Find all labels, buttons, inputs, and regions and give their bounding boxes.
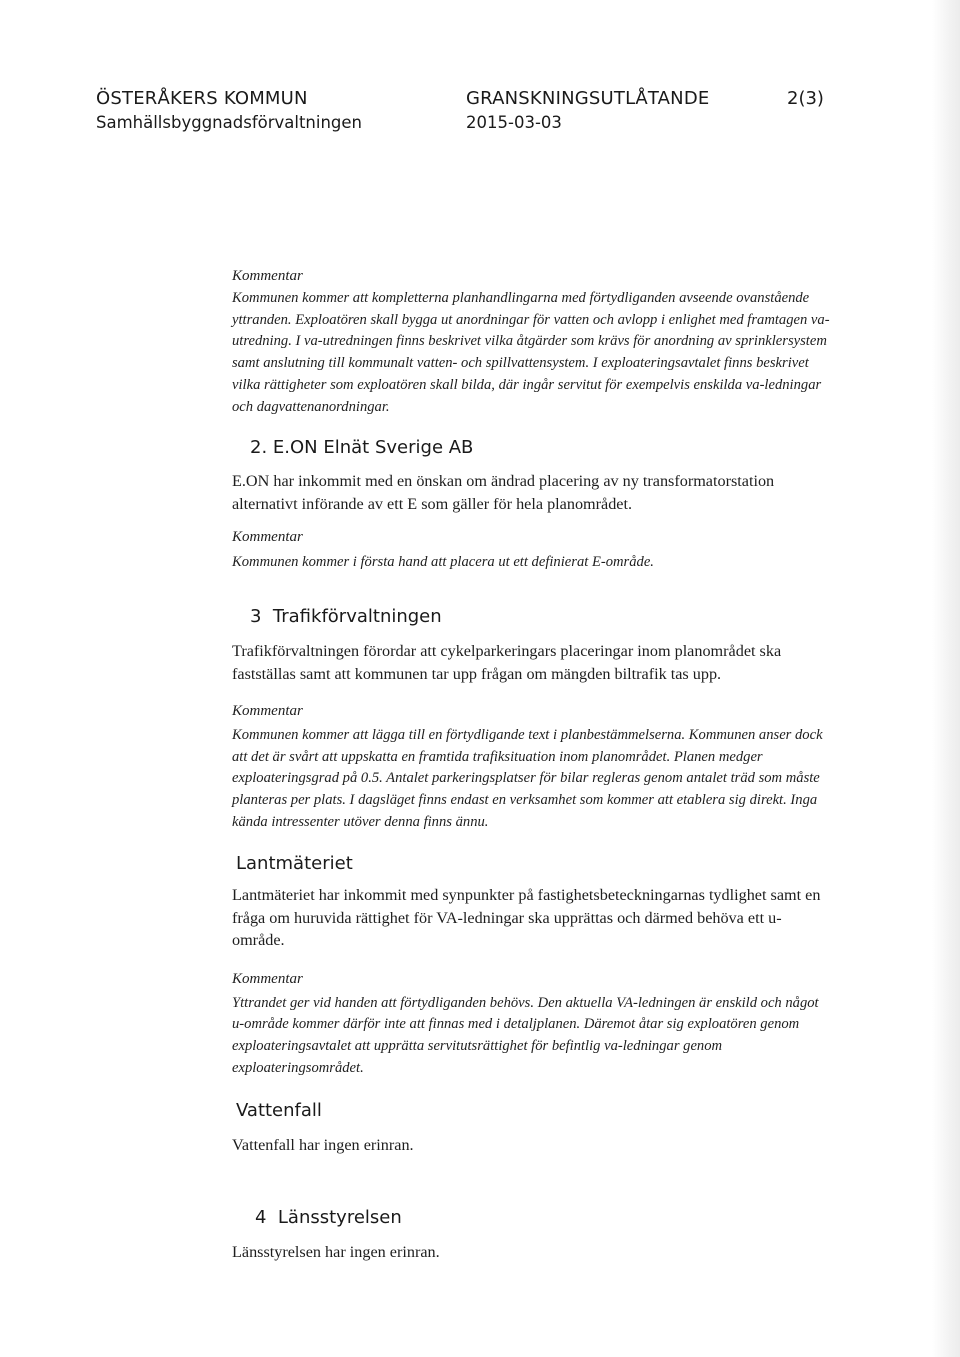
- section-number: 4: [255, 1207, 267, 1228]
- section-number: 3: [250, 606, 262, 627]
- comment-text: Kommunen kommer att kompletterna planhandlingarna med förtydliganden avseende ovanstående yttranden. Exploatören skall bygga ut anordningar för vatten och avlopp i enlighet med framtagen va-utredning. I va-utredningen finns beskrivet vilka åtgärder som krävs för anordning av sprinklersystem samt anslutning till kommunalt vatten- och spillvattensystem. I exploateringsavtalet finns beskrivet vilka rättigheter som exploatören skall bilda, där ingår servitut för exempelvis enskilda va-ledningar och dagvattenanordningar.: [232, 290, 830, 415]
- section-title: Trafikförvaltningen: [272, 606, 442, 627]
- header-document-type: GRANSKNINGSUTLÅTANDE: [466, 88, 710, 109]
- section-body: Trafikförvaltningen förordar att cykelparkeringars placeringar inom planområdet ska fastställas samt att kommunen tar upp frågan om mängden biltrafik tas upp.: [232, 642, 782, 683]
- section-number: 2.: [250, 437, 268, 458]
- comment-label: Kommentar: [232, 703, 303, 719]
- scan-edge-shadow: [932, 0, 960, 1357]
- comment-block-1: [232, 267, 832, 418]
- section-body: E.ON har inkommit med en önskan om ändrad placering av ny transformatorstation alternativt införande av ett E som gäller för hela planområdet.: [232, 472, 775, 513]
- section-body: Vattenfall har ingen erinran.: [232, 1136, 414, 1154]
- comment-text: Kommunen kommer att lägga till en förtydligande text i planbestämmelserna. Kommunen anser dock att det är svårt att uppskatta en framtida trafiksituation inom planområdet. Planen medger exploateringsgrad på 0.5. Antalet parkeringsplatser för bilar regleras genom antalet träd som måste planteras per plats. I dagsläget finns endast en verksamhet som kommer att etablera sig direkt. Inga kända intressenter utöver denna finns ännu.: [232, 727, 823, 830]
- header-organization: ÖSTERÅKERS KOMMUN: [96, 88, 308, 109]
- section-heading-lansstyrelsen: [255, 1207, 855, 1228]
- header-page-number: 2(3): [787, 88, 824, 109]
- section-lansstyrelsen-content: [232, 1241, 832, 1264]
- section-title: E.ON Elnät Sverige AB: [272, 437, 474, 458]
- header-department: Samhällsbyggnadsförvaltningen: [96, 113, 363, 132]
- comment-text: Yttrandet ger vid handen att förtydliganden behövs. Den aktuella VA-ledningen är enskild och något u-område kommer därför inte att finnas med i detaljplanen. Däremot åtar sig exploatören genom exploateringsavtalet att upprätta servitutsrättighet för befintlig va-ledningar genom exploateringsområdet.: [232, 994, 819, 1076]
- section-title: Länsstyrelsen: [277, 1207, 402, 1228]
- section-title: Lantmäteriet: [236, 853, 353, 874]
- section-heading-vattenfall: [236, 1100, 836, 1121]
- comment-text: Kommunen kommer i första hand att placera ut ett definierat E-område.: [232, 554, 654, 570]
- section-eon-content: [232, 470, 832, 574]
- comment-label: Kommentar: [232, 529, 303, 545]
- section-body: Lantmäteriet har inkommit med synpunkter på fastighetsbeteckningarnas tydlighet samt en fråga om huruvida rättighet för VA-ledningar ska upprättas och därmed behöva ett u-område.: [232, 886, 821, 949]
- section-heading-lantmateriet: [236, 853, 836, 874]
- section-body: Länsstyrelsen har ingen erinran.: [232, 1243, 440, 1261]
- section-vattenfall-content: [232, 1134, 832, 1157]
- comment-label: Kommentar: [232, 970, 303, 987]
- section-lantmateriet-content: [232, 884, 832, 1079]
- header-date: 2015-03-03: [466, 113, 562, 132]
- section-heading-trafik: [250, 606, 850, 627]
- section-heading-eon: [250, 437, 850, 458]
- section-trafik-content: [232, 640, 832, 834]
- section-title: Vattenfall: [236, 1100, 322, 1121]
- comment-label: Kommentar: [232, 268, 303, 284]
